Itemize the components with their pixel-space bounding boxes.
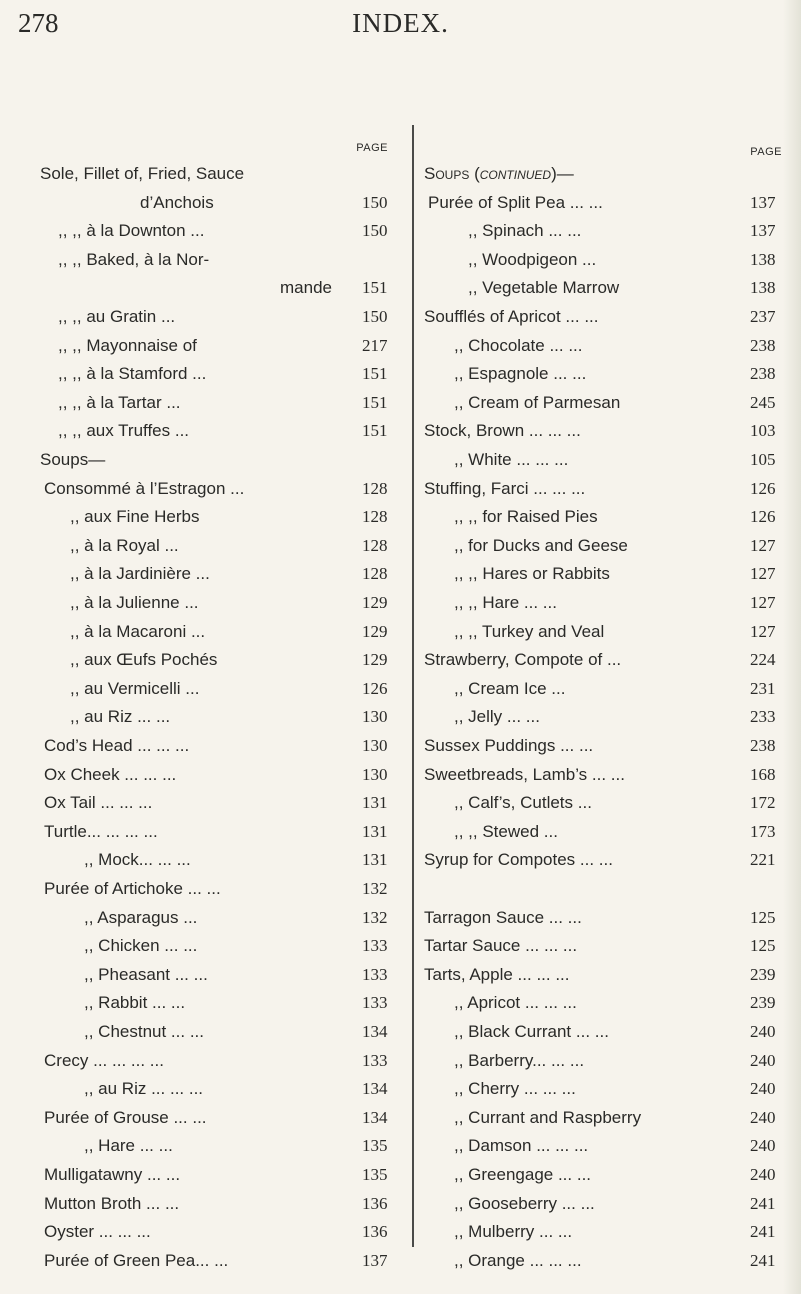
entry-text: ,, aux Œufs Pochés [70,650,218,670]
entry-text: ,, Calf’s, Cutlets ... [454,793,592,813]
index-entry [40,1077,396,1101]
entry-text: ,, ,, Turkey and Veal [454,621,605,641]
entry-page-number: 231 [750,678,776,698]
entry-page-number: 129 [362,593,388,612]
index-entry [40,620,396,644]
index-entry [40,820,396,844]
entry-text: Sussex Puddings ... ... [424,736,594,755]
entry-text: ,, Gooseberry ... ... [454,1193,595,1213]
index-entry [40,191,396,215]
entry-text: ,, à la Royal ... [70,535,179,555]
entry-page-number: 240 [750,1022,776,1041]
index-entry [424,1049,784,1073]
entry-text: ,, ,, à la Tartar ... [58,392,181,412]
index-entry [40,1249,396,1273]
entry-page-number: 240 [750,1079,776,1099]
index-entry [40,934,396,958]
entry-page-number: 129 [362,650,388,670]
entry-text: ,, Mulberry ... ... [454,1222,573,1242]
entry-text: ,, Currant and Raspberry [454,1107,642,1127]
entry-page-number: 151 [362,421,388,441]
entry-page-number: 237 [750,307,776,326]
entry-text: ,, au Vermicelli ... [70,678,200,698]
index-entry [40,162,396,186]
entry-page-number: 136 [362,1222,388,1242]
entry-text: ,, aux Fine Herbs [70,507,200,527]
entry-text: ,, Woodpigeon ... [468,249,597,269]
entry-page-number: 168 [750,764,776,784]
entry-text: Purée of Green Pea... ... [44,1250,229,1270]
index-entry [424,648,784,672]
index-entry [424,191,784,215]
entry-text: ,, Chicken ... ... [84,936,198,956]
entry-page-number: 127 [750,621,776,641]
entry-text: ,, Asparagus ... [84,907,198,927]
index-entry [424,562,784,586]
entry-page-number: 135 [362,1136,388,1156]
index-entry [424,705,784,729]
index-entry [424,820,784,844]
entry-page-number: 151 [362,278,388,298]
index-entry [40,562,396,586]
entry-text: Tarts, Apple ... ... ... [424,964,570,984]
index-entry [424,448,784,472]
entry-page-number: 134 [362,1022,388,1041]
entry-text: ,, ,, Stewed ... [454,821,558,841]
entry-page-number: 241 [750,1222,776,1242]
index-entry [424,219,784,243]
entry-page-number: 240 [750,1165,776,1184]
entry-text: ,, ,, aux Truffes ... [58,421,190,441]
entry-text: Stuffing, Farci ... ... ... [424,478,586,498]
entry-text: ,, ,, à la Stamford ... [58,364,207,384]
entry-text: ,, Espagnole ... ... [454,364,587,384]
index-entry [40,419,396,443]
entry-page-number: 129 [362,621,388,641]
entry-text: Tartar Sauce ... ... ... [424,936,578,956]
index-entry [40,734,396,758]
entry-page-number: 150 [362,307,388,326]
entry-page-number: 238 [750,335,776,355]
index-entry [424,848,784,872]
page-edge [783,0,801,1294]
index-entry [40,591,396,615]
entry-page-number: 137 [362,1250,388,1270]
entry-text: Sole, Fillet of, Fried, Sauce [40,164,245,183]
entry-page-number: 126 [750,507,776,527]
index-entry [424,791,784,815]
entry-page-number: 130 [362,707,388,727]
index-entry [424,591,784,615]
index-entry [40,991,396,1015]
index-entry [424,934,784,958]
entry-page-number: 105 [750,450,776,469]
index-entry [424,162,784,186]
entry-page-number: 126 [362,678,388,698]
entry-text: ,, Spinach ... ... [468,221,582,241]
index-entry [40,1134,396,1158]
entry-text: Tarragon Sauce ... ... [424,907,582,927]
entry-text: Purée of Grouse ... ... [44,1107,207,1127]
index-entry [40,963,396,987]
entry-text: ,, Chestnut ... ... [84,1022,204,1041]
entry-text: ,, à la Jardinière ... [70,564,210,584]
entry-text: ,, Cream of Parmesan [454,392,621,412]
entry-page-number: 238 [750,364,776,384]
entry-page-number: 135 [362,1165,388,1184]
index-entry [40,248,396,272]
entry-text: Syrup for Compotes ... ... [424,850,613,870]
entry-page-number: 133 [362,1050,388,1070]
entry-page-number: 224 [750,650,776,670]
index-entry [424,248,784,272]
entry-text: d’Anchois [140,192,214,212]
entry-text: ,, Jelly ... ... [454,707,540,727]
index-entry [424,877,784,901]
entry-page-number: 128 [362,564,388,584]
entry-page-number: 128 [362,507,388,527]
entry-text: Ox Cheek ... ... ... [44,764,177,784]
entry-text: ,, Cream Ice ... [454,678,566,698]
entry-text: Mutton Broth ... ... [44,1193,180,1213]
entry-text: ,, Apricot ... ... ... [454,993,577,1013]
entry-page-number: 221 [750,850,776,870]
entry-page-number: 240 [750,1050,776,1070]
index-entry [424,477,784,501]
entry-text: ,, à la Julienne ... [70,593,199,612]
entry-text: ,, Damson ... ... ... [454,1136,589,1156]
index-entry [424,1220,784,1244]
entry-page-number: 103 [750,421,776,441]
entry-page-number: 245 [750,392,776,412]
entry-page-number: 133 [362,993,388,1013]
entry-page-number: 127 [750,593,776,612]
entry-text: ,, au Riz ... ... [70,707,171,727]
index-entry [40,477,396,501]
index-entry [40,1020,396,1044]
index-entry [424,334,784,358]
entry-text: Purée of Artichoke ... ... [44,879,221,898]
index-entry [424,906,784,930]
entry-page-number: 240 [750,1107,776,1127]
entry-page-number: 239 [750,964,776,984]
index-entry [424,1249,784,1273]
entry-text: Strawberry, Compote of ... [424,650,622,670]
index-entry [40,305,396,329]
entry-page-number: 125 [750,936,776,956]
entry-text: ,, Cherry ... ... ... [454,1079,576,1099]
entry-text: Soufflés of Apricot ... ... [424,307,599,326]
index-entry [424,763,784,787]
entry-page-number: 241 [750,1193,776,1213]
index-entry [424,362,784,386]
entry-text: Sweetbreads, Lamb’s ... ... [424,764,625,784]
entry-page-number: 138 [750,249,776,269]
entry-page-number: 131 [362,821,388,841]
page-column-label: PAGE [356,142,388,154]
entry-text: ,, Pheasant ... ... [84,964,208,984]
entry-page-number: 137 [750,192,776,212]
index-entry [424,305,784,329]
index-entry [40,906,396,930]
entry-page-number: 138 [750,278,776,298]
index-entry [424,734,784,758]
entry-text: Soups (continued)— [424,164,574,183]
entry-page-number: 151 [362,392,388,412]
index-entry [40,705,396,729]
entry-page-number: 133 [362,964,388,984]
entry-text: Oyster ... ... ... [44,1222,151,1242]
entry-page-number: 130 [362,736,388,755]
index-entry [424,505,784,529]
column-divider [412,125,414,1247]
entry-text: ,, Black Currant ... ... [454,1022,609,1041]
entry-page-number: 150 [362,221,388,241]
entry-text: Turtle... ... ... ... [44,821,158,841]
entry-text: mande [280,278,332,298]
index-entry [424,1192,784,1216]
index-entry [40,1049,396,1073]
index-entry [40,763,396,787]
entry-page-number: 127 [750,535,776,555]
index-entry [424,963,784,987]
entry-text: Ox Tail ... ... ... [44,793,153,813]
entry-page-number: 137 [750,221,776,241]
entry-page-number: 239 [750,993,776,1013]
entry-page-number: 130 [362,764,388,784]
index-entry [40,334,396,358]
index-entry [424,1134,784,1158]
running-head: INDEX. [352,8,449,38]
entry-text: ,, Mock... ... ... [84,850,191,870]
entry-page-number: 134 [362,1079,388,1099]
entry-text: ,, Greengage ... ... [454,1165,592,1184]
entry-text: ,, Orange ... ... ... [454,1250,582,1270]
entry-page-number: 217 [362,335,388,355]
entry-text: ,, au Riz ... ... ... [84,1079,204,1099]
entry-text: Mulligatawny ... ... [44,1165,181,1184]
index-entry [424,991,784,1015]
entry-text: ,, Rabbit ... ... [84,993,186,1013]
entry-text: Purée of Split Pea ... ... [428,192,603,212]
index-entry [40,448,396,472]
index-entry [40,391,396,415]
entry-page-number: 132 [362,907,388,927]
entry-text: ,, ,, à la Downton ... [58,221,205,241]
index-entry [40,791,396,815]
entry-page-number: 126 [750,478,776,498]
entry-text: Soups— [40,450,106,469]
index-entry [424,620,784,644]
entry-text: ,, à la Macaroni ... [70,621,206,641]
entry-page-number: 150 [362,192,388,212]
entry-page-number: 136 [362,1193,388,1213]
entry-text: Consommé à l’Estragon ... [44,478,245,498]
entry-page-number: 233 [750,707,776,727]
index-entry [424,391,784,415]
index-entry [40,1192,396,1216]
entry-page-number: 128 [362,535,388,555]
entry-page-number: 133 [362,936,388,956]
index-entry [424,276,784,300]
index-entry [424,1077,784,1101]
entry-text: ,, ,, Hare ... ... [454,593,557,612]
entry-page-number: 240 [750,1136,776,1156]
index-entry [40,219,396,243]
entry-text: ,, White ... ... ... [454,450,569,469]
entry-text: ,, ,, Hares or Rabbits [454,564,610,584]
entry-text: ,, Barberry... ... ... [454,1050,585,1070]
entry-text: ,, Hare ... ... [84,1136,173,1156]
index-entry [40,505,396,529]
entry-text: Cod’s Head ... ... ... [44,736,190,755]
index-entry [40,1220,396,1244]
index-entry [424,1020,784,1044]
entry-page-number: 241 [750,1250,776,1270]
index-entry [40,677,396,701]
index-entry [40,276,396,300]
entry-text: ,, Chocolate ... ... [454,335,583,355]
entry-text: Stock, Brown ... ... ... [424,421,581,441]
entry-page-number: 238 [750,736,776,755]
index-entry [424,677,784,701]
entry-page-number: 132 [362,879,388,898]
index-entry [40,362,396,386]
entry-text: ,, Vegetable Marrow [468,278,620,298]
index-entry [40,1106,396,1130]
entry-page-number: 127 [750,564,776,584]
page-number: 278 [18,8,59,38]
index-entry [424,534,784,558]
entry-text: ,, for Ducks and Geese [454,535,628,555]
index-entry [40,648,396,672]
index-entry [40,848,396,872]
index-entry [424,1106,784,1130]
entry-text: Crecy ... ... ... ... [44,1050,164,1070]
entry-page-number: 134 [362,1107,388,1127]
entry-page-number: 172 [750,793,776,813]
entry-text: ,, ,, Baked, à la Nor- [58,249,210,269]
entry-text: ,, ,, for Raised Pies [454,507,598,527]
index-entry [40,1163,396,1187]
entry-text: ,, ,, au Gratin ... [58,307,176,326]
entry-page-number: 131 [362,793,388,813]
entry-page-number: 125 [750,907,776,927]
entry-page-number: 128 [362,478,388,498]
page-column-label: PAGE [750,146,782,158]
entry-text: ,, ,, Mayonnaise of [58,335,197,355]
index-entry [40,534,396,558]
index-entry [40,877,396,901]
entry-page-number: 131 [362,850,388,870]
index-entry [424,1163,784,1187]
index-entry [424,419,784,443]
entry-page-number: 173 [750,821,776,841]
entry-page-number: 151 [362,364,388,384]
